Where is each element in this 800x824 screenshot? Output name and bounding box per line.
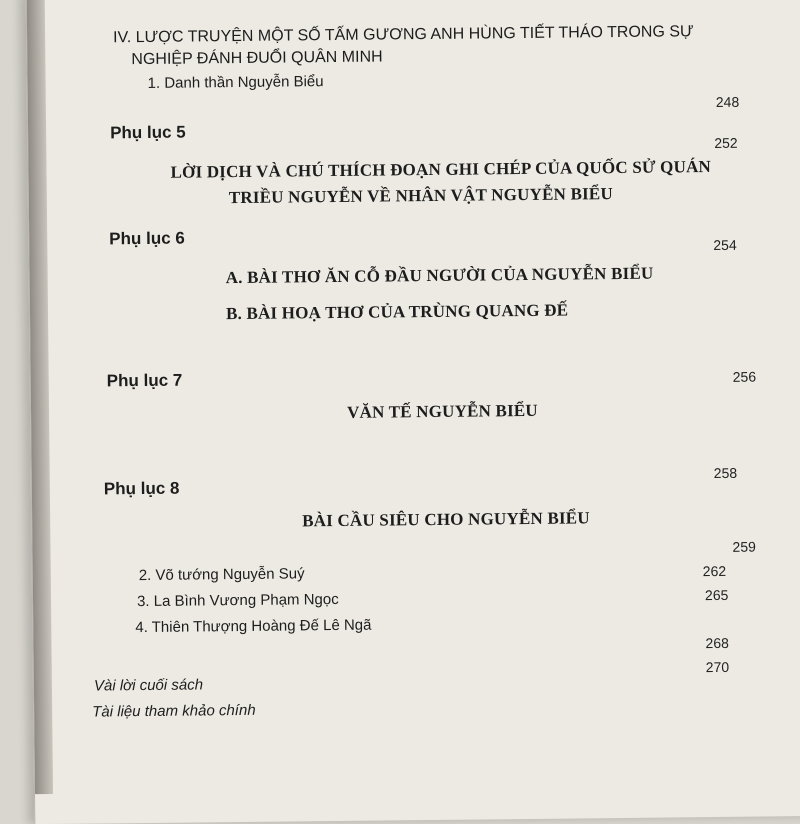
appendix-5-title-line1: LỜI DỊCH VÀ CHÚ THÍCH ĐOẠN GHI CHÉP CỦA QUỐC SỬ QUÁN xyxy=(170,157,712,182)
page-number-259: 259 xyxy=(732,538,756,555)
page-number-254: 254 xyxy=(713,236,737,254)
appendix-8-title: BÀI CẦU SIÊU CHO NGUYỄN BIỂU xyxy=(302,508,590,531)
page-number-268: 268 xyxy=(705,634,729,652)
page-number-270: 270 xyxy=(705,658,730,676)
appendix-6-label: Phụ lục 6 xyxy=(109,228,185,249)
page-number-248: 248 xyxy=(715,93,740,110)
page-number-265: 265 xyxy=(704,586,729,604)
toc-item-2: 2. Võ tướng Nguyễn Suý xyxy=(138,565,305,585)
page-number-256: 256 xyxy=(732,368,757,385)
appendix-5-label: Phụ lục 5 xyxy=(110,122,186,143)
page-number-262: 262 xyxy=(702,562,727,580)
appendix-8-label: Phụ lục 8 xyxy=(103,478,180,499)
toc-item-1: 1. Danh thần Nguyễn Biểu xyxy=(147,73,324,92)
toc-item-3: 3. La Bình Vương Phạm Ngọc xyxy=(136,590,339,611)
book-page xyxy=(26,0,800,824)
appendix-7-label: Phụ lục 7 xyxy=(106,370,183,391)
section-iv-title-line2: NGHIỆP ĐÁNH ĐUỔI QUÂN MINH xyxy=(131,48,383,69)
appendix-6-item-a: A. BÀI THƠ ĂN CỖ ĐẦU NGƯỜI CỦA NGUYỄN BIỂU xyxy=(225,263,654,288)
main-references: Tài liệu tham khảo chính xyxy=(92,701,256,721)
closing-words: Vài lời cuối sách xyxy=(93,676,204,695)
section-iv-title-line1: IV. LƯỢC TRUYỆN MỘT SỐ TẤM GƯƠNG ANH HÙNG TIẾT THÁO TRONG SỰ xyxy=(113,23,694,47)
toc-item-4: 4. Thiên Thượng Hoàng Đế Lê Ngã xyxy=(135,616,372,637)
page-number-252: 252 xyxy=(714,134,738,152)
page-number-258: 258 xyxy=(713,464,738,482)
appendix-7-title: VĂN TẾ NGUYỄN BIỂU xyxy=(346,400,538,422)
appendix-6-item-b: B. BÀI HOẠ THƠ CỦA TRÙNG QUANG ĐẾ xyxy=(225,300,569,324)
book-spine xyxy=(27,0,53,794)
appendix-5-title-line2: TRIỀU NGUYỄN VỀ NHÂN VẬT NGUYỄN BIỂU xyxy=(228,184,614,208)
